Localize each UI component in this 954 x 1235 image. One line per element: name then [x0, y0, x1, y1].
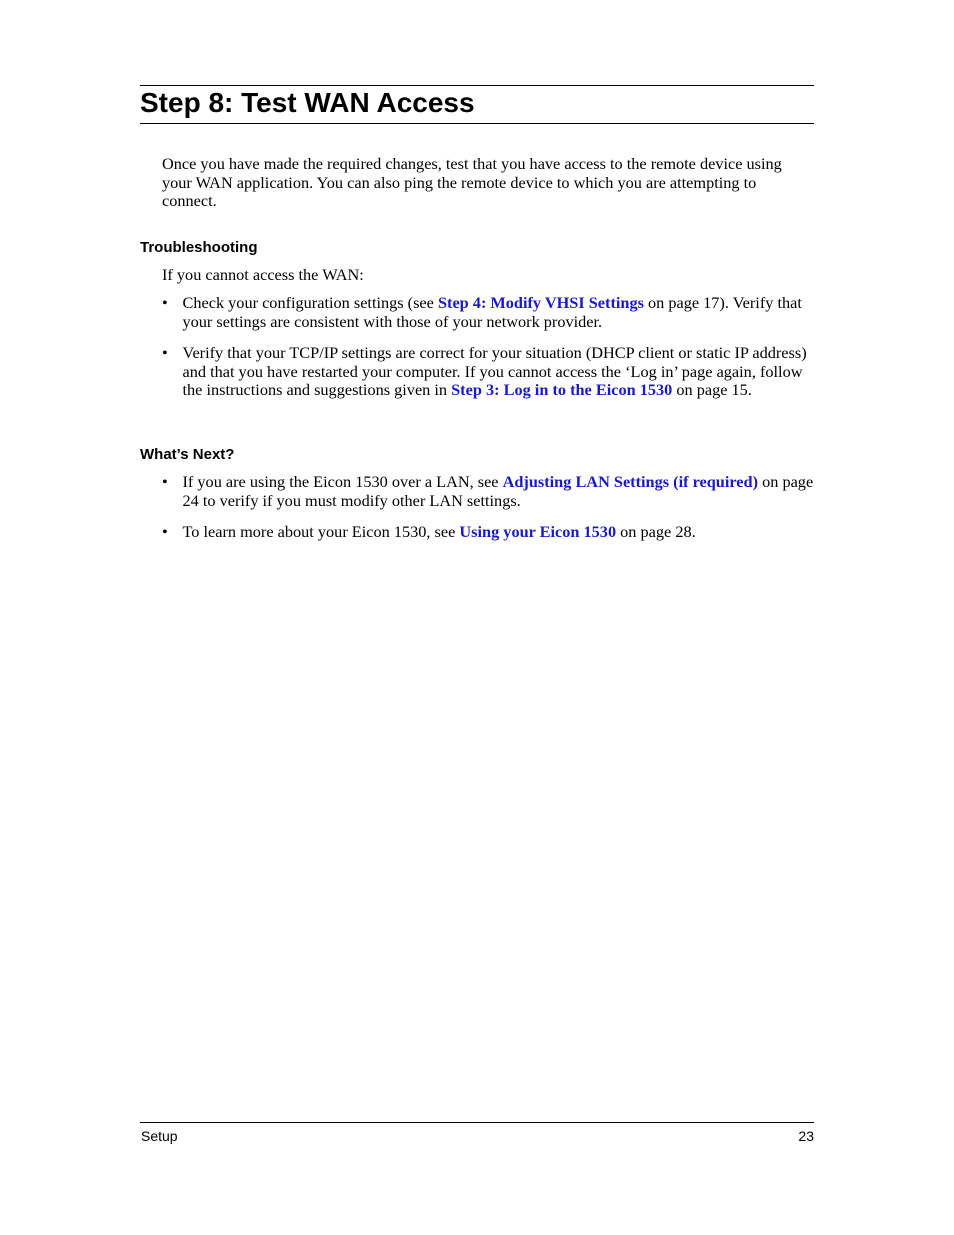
list-item — [162, 294, 814, 331]
text-span: on page 17). Verify that your settings are consistent with those of your network provider. — [182, 293, 802, 331]
footer-rule — [140, 1122, 814, 1123]
text-span: on page 28. — [616, 522, 696, 541]
text-span: on page 15. — [672, 380, 752, 400]
list-item — [162, 473, 814, 510]
list-item-text — [183, 344, 815, 400]
link-step-3-log-in[interactable]: Step 3: Log in to the Eicon 1530 — [451, 380, 673, 400]
list-item-text — [183, 473, 815, 510]
list-item — [162, 344, 814, 400]
bullet-icon: • — [162, 522, 168, 541]
header-rule-bottom — [140, 123, 814, 124]
list-item-text — [183, 294, 815, 331]
text-span: If you are using the Eicon 1530 over a LAN, see — [182, 472, 503, 491]
footer-section-label: Setup — [141, 1128, 178, 1144]
list-item — [162, 523, 814, 542]
bullet-icon: • — [162, 293, 168, 312]
bullet-icon: • — [162, 343, 168, 362]
intro-paragraph: Once you have made the required changes, test that you have access to the remote device using your WAN application. You can also ping the remote device to which you are attempting to connect. — [162, 154, 782, 211]
link-step-4-modify-vhsi-settings[interactable]: Step 4: Modify VHSI Settings — [437, 293, 644, 312]
link-adjusting-lan-settings[interactable]: Adjusting LAN Settings (if required) — [502, 472, 759, 491]
footer-page-number: 23 — [798, 1128, 814, 1144]
list-item-text — [183, 523, 815, 542]
troubleshooting-heading: Troubleshooting — [140, 239, 258, 256]
troubleshooting-lead: If you cannot access the WAN: — [162, 265, 364, 284]
text-span: Check your configuration settings (see — [182, 293, 438, 312]
text-span: To learn more about your Eicon 1530, see — [182, 522, 460, 541]
bullet-icon: • — [162, 472, 168, 491]
page-title: Step 8: Test WAN Access — [140, 87, 475, 118]
text-span: Verify that your TCP/IP settings are correct for your situation (DHCP client or static IP address) and that you have restarted your computer. If you cannot access the ‘Log in’ page again, follow the instructions and suggestions given in — [182, 343, 807, 400]
link-using-your-eicon-1530[interactable]: Using your Eicon 1530 — [459, 522, 617, 541]
text-span: on page 24 to verify if you must modify other LAN settings. — [182, 472, 814, 510]
whats-next-heading: What’s Next? — [140, 446, 235, 463]
